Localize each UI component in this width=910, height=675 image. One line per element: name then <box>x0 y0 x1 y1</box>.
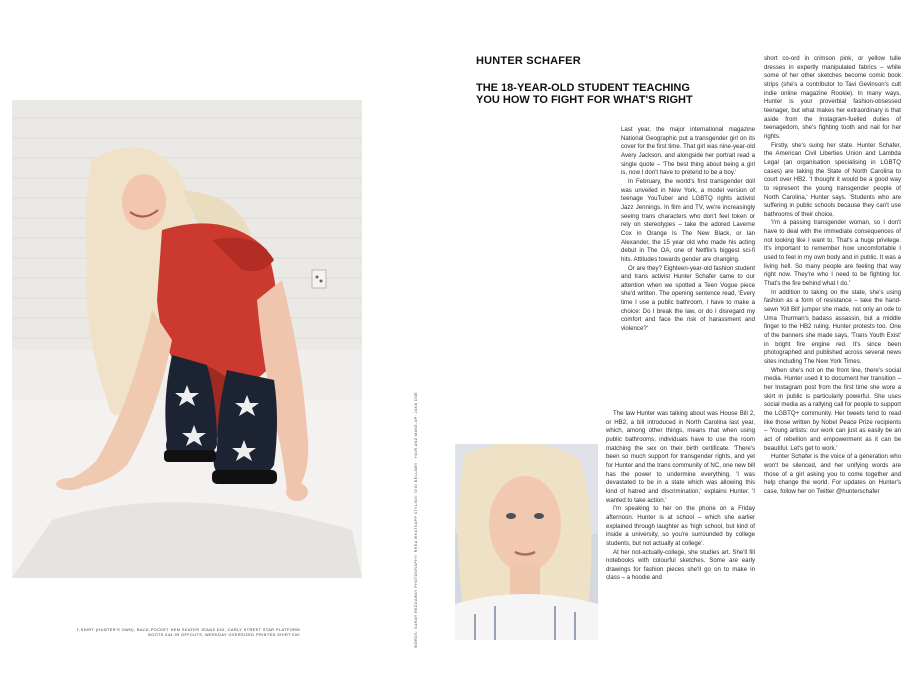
body-paragraph: Or are they? Eighteen-year-old fashion student and trans activist Hunter Schafer came to our attention when we spotted a Teen Vogue piece she'd written. The opening sentence read, 'Every time I use a public bathroom, I have to make a choice: Do I break the law, or do I disregard my comfort and face the risk of harassment and violence?' <box>621 264 755 333</box>
main-fashion-photo <box>12 100 362 578</box>
body-paragraph: Hunter Schafer is the voice of a generation who won't be silenced, and her unifying words are those of a girl asking you to come together and help change the world. For updates on Hunter's case, follow her on Twitter @hunterschafer <box>764 453 901 495</box>
body-column-middle <box>621 126 755 334</box>
body-paragraph: The law Hunter was talking about was House Bill 2, or HB2, a bill introduced in North Carolina last year, which, among other things, means that when using public bathrooms, individuals have to use the room matching the sex on their birth certificate. 'There's been so much support for transgender rights, and yet for Hunter and the trans community of NC, one new bill has the power to undermine everything. 'I was devastated to be in a state which was allowing this kind of hatred and discrimination,' explains Hunter. 'I wanted to take action.' <box>606 410 755 504</box>
body-paragraph: In addition to taking on the state, she's using fashion as a form of resistance – take the hand-sewn 'Kill Bill' jumper she made, not only an ode to Uma Thurman's badass assassin, but a middle finger to the HB2 ruling. Hunter protests too. One of the banners she made says, 'Trans Youth Exist' in bright fire engine red. It's since been photographed and published across several news sites including The New York Times. <box>764 288 901 365</box>
body-paragraph: At her not-actually-college, she studies art. She'll fill notebooks with colourful sketches. Some are early drawings for fashion pieces she'll go on to make in class – a hoodie and <box>606 548 755 582</box>
headline-line: THE 18-YEAR-OLD STUDENT TEACHING <box>476 82 690 94</box>
subject-name-heading: HUNTER SCHAFER <box>476 55 581 67</box>
gutter-credit: WORDS: SARAH REDDAWAY PHOTOGRAPHY: RHEA WHATSAPP STYLING: GIGI BELLAMY · HAIR AND MAKE-UP: JANE DOE <box>414 391 418 648</box>
body-paragraph: Firstly, she's suing her state. Hunter Schafer, the American Civil Liberties Union and Lambda Legal (an organisation specialising in LGBTQ cases) are taking the State of North Carolina to court over HB2. 'I thought it would be a good way to represent the young transgender people of North Carolina,' Hunter says. 'Students who are suffering in public schools because they can't use bathrooms of their choice. <box>764 141 901 218</box>
body-paragraph: I'm speaking to her on the phone on a Friday afternoon. Hunter is at school – which she earlier explained through laughter as 'high school, but kind of inside a university, so you're surrounded by college students, but not actually at college'. <box>606 505 755 547</box>
headline-line: YOU HOW TO FIGHT FOR WHAT'S RIGHT <box>476 94 693 106</box>
body-paragraph: short co-ord in crimson pink, or yellow tulle dresses in expertly manipulated fabrics – while some of her other sketches become comic book strips (she's a contributor to Tavi Gevinson's cult indie online magazine Rookie). In many ways, Hunter is your proverbial fashion-obsessed teenager, but what makes her extraordinary is that aside from the Instagram-fuelled duties of teenagedom, she's fighting tooth and nail for her rights. <box>764 55 901 140</box>
body-paragraph: Last year, the major international magazine National Geographic put a transgender girl on its cover for the first time. That girl was nine-year-old Avery Jackson, and alongside her portrait read a single quote – 'The best thing about being a girl is, now I don't have to pretend to be a boy.' <box>621 126 755 177</box>
body-paragraph: When she's not on the front line, there's social media. Hunter used it to document her transition – her Instagram post from the first time she wore a skirt in public is particularly powerful. She uses social media as a rallying call for people to support the LGBTQ+ community. Her tweets tend to read like those written by Nobel Peace Prize recipients – 'Young artists: our work can just as easily be an act of rebellion and empowerment as it can be beautiful. Let's get to work.' <box>764 366 901 452</box>
left-page-caption: T-SHIRT (HUNTER'S OWN), BACK-POCKET HEM SKATER JEANS £40, CARLY STREET STAR PLATFORM BOOTS £44.99 OFFCUTS, WEEKDAY OVERSIZED PRINTED SHIRT £00 <box>76 628 300 638</box>
body-paragraph: 'I'm a passing transgender woman, so I don't have to deal with the immediate consequences of not looking like I want to. That's a huge privilege. It's important to remember how uncomfortable I used to feel in my own body and in public. It was a living hell. So many people are feeling that way right now. They're who I need to be fighting for. That's the fire behind what I do.' <box>764 219 901 288</box>
article-headline <box>476 82 746 106</box>
body-column-right <box>764 55 901 496</box>
body-paragraph: In February, the world's first transgender doll was unveiled in New York, a model version of teenage YouTuber and LGBTQ rights activist Jazz Jennings. In film and TV, we're increasingly seeing trans characters who don't feel token or rely on stereotypes – take the adored Laverne Cox in Orange Is The New Black, or Ian Alexander, the 15 year old who made his acting debut in The OA, one of Netflix's biggest sci-fi hits. Attitudes towards gender are changing. <box>621 177 755 263</box>
portrait-photo <box>455 444 598 640</box>
body-column-middle-lower <box>606 410 755 583</box>
